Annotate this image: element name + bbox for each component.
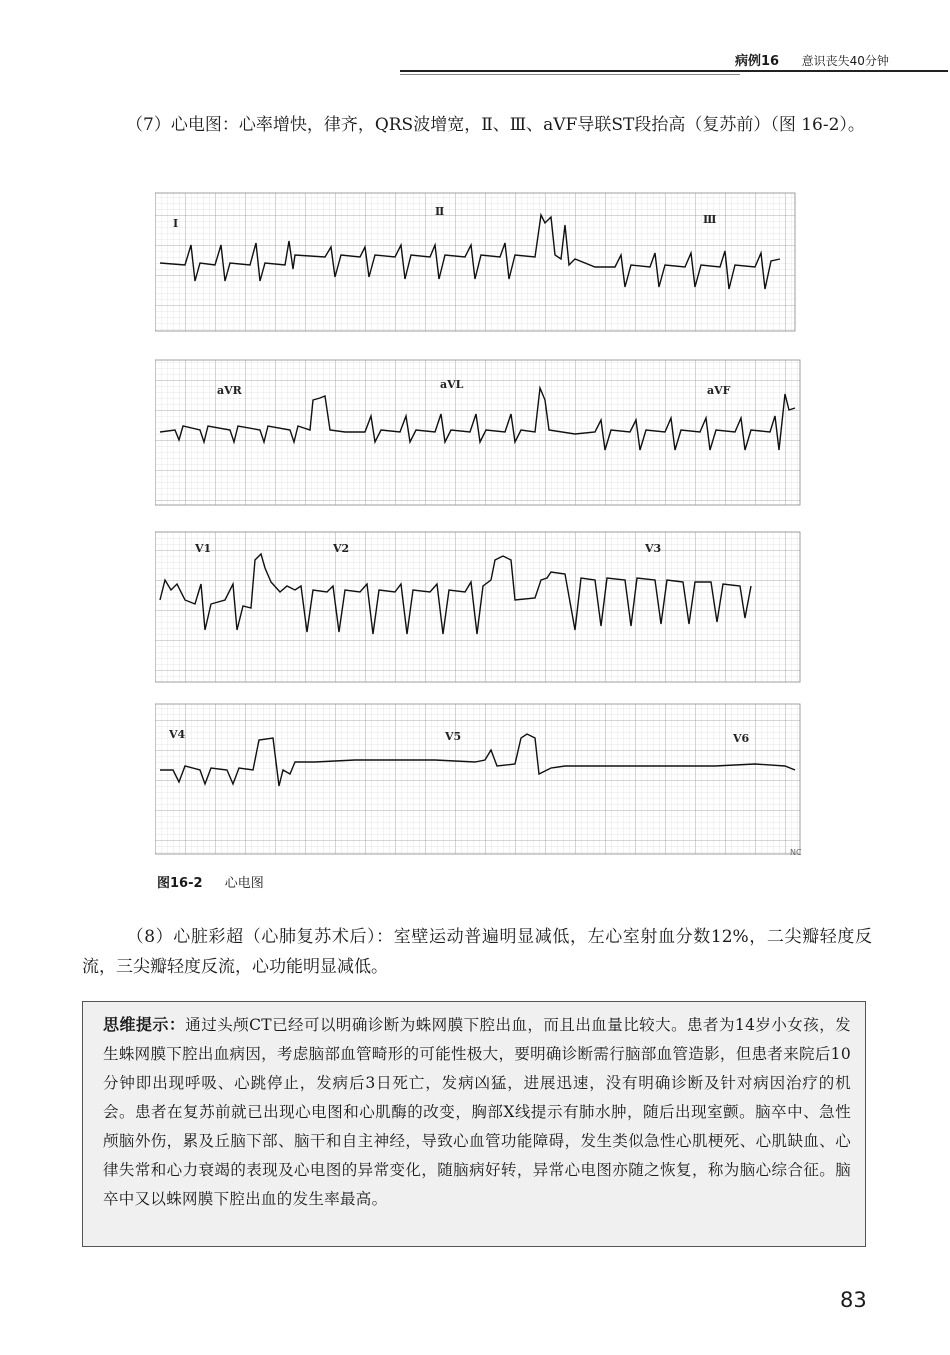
ecg-strip-3 [155, 520, 805, 690]
lead-label-l1: Ⅰ [173, 217, 179, 230]
figure-corner-mark: NC [790, 848, 802, 857]
lead-label-avl: aVL [440, 378, 464, 391]
lead-label-v1: V1 [195, 542, 212, 555]
ecg-strip-1 [155, 185, 805, 335]
hint-text: 通过头颅CT已经可以明确诊断为蛛网膜下腔出血，而且出血量比较大。患者为14岁小女孩，发生蛛网膜下腔出血病因，考虑脑部血管畸形的可能性极大，要明确诊断需行脑部血管造影，但患者来院后10分钟即出现呼吸、心跳停止，发病后3日死亡，发病凶猛，进展迅速，没有明确诊断及针对病因治疗的机会。患者在复苏前就已出现心电图和心肌酶的改变，胸部X线提示有肺水肿，随后出现室颤。脑卒中、急性颅脑外伤，累及丘脑下部、脑干和自主神经，导致心血管功能障碍，发生类似急性心肌梗死、心肌缺血、心律失常和心力衰竭的表现及心电图的异常变化，随脑病好转，异常心电图亦随之恢复，称为脑心综合征。脑卒中又以蛛网膜下腔出血的发生率最高。 [103, 1016, 851, 1208]
page-number: 83 [840, 1288, 867, 1312]
lead-label-l2: Ⅱ [435, 205, 445, 218]
thinking-hint-box [82, 1001, 866, 1247]
paragraph-8 [82, 922, 872, 982]
lead-label-v5: V5 [445, 730, 462, 743]
lead-label-v3: V3 [645, 542, 662, 555]
paragraph-8-text: （8）心脏彩超（心肺复苏术后）：室壁运动普遍明显减低，左心室射血分数12%，二尖瓣轻度反流，三尖瓣轻度反流，心功能明显减低。 [82, 927, 872, 977]
ecg-figure [155, 185, 805, 850]
lead-label-l3: Ⅲ [703, 213, 717, 226]
header-title: 意识丧失40分钟 [801, 54, 889, 68]
hint-label: 思维提示： [103, 1015, 186, 1034]
ecg-strip-4 [155, 690, 805, 860]
lead-label-v2: V2 [333, 542, 350, 555]
lead-label-v6: V6 [733, 732, 750, 745]
caption-number: 图16-2 [157, 876, 203, 891]
lead-label-avf: aVF [707, 384, 731, 397]
hint-content [103, 1010, 851, 1214]
running-header [735, 50, 889, 69]
lead-label-v4: V4 [169, 728, 186, 741]
figure-caption [157, 872, 264, 891]
caption-text: 心电图 [224, 876, 264, 891]
ecg-strip-2 [155, 350, 805, 510]
paragraph-7-text: （7）心电图：心率增快，律齐，QRS波增宽，Ⅱ、Ⅲ、aVF导联ST段抬高（复苏前）（图 16-2）。 [126, 115, 865, 135]
header-case: 病例16 [735, 54, 780, 69]
paragraph-7 [82, 110, 872, 140]
lead-label-avr: aVR [217, 384, 242, 397]
header-rule-thin [400, 74, 740, 75]
header-rule [400, 70, 948, 72]
